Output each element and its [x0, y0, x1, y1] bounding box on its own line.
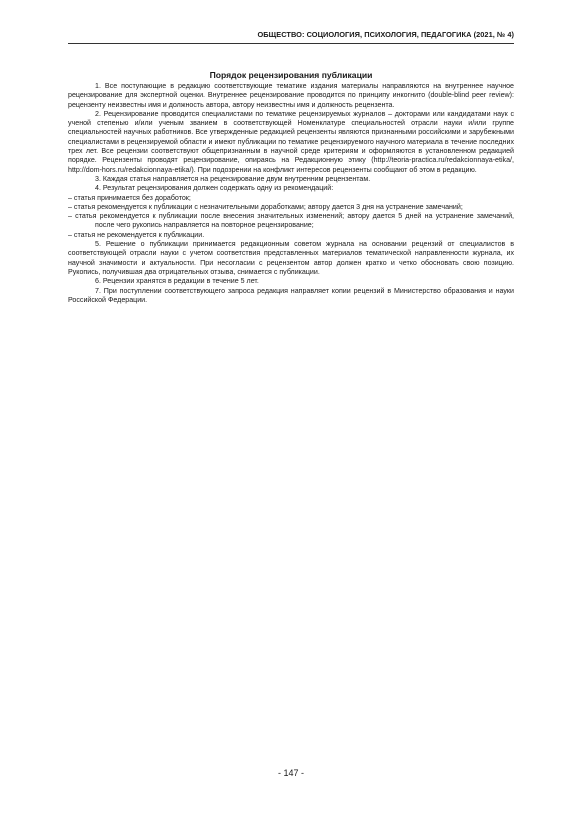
recommendation-item-4: – статья не рекомендуется к публикации.: [68, 230, 205, 239]
recommendation-item-1: – статья принимается без доработок;: [68, 193, 191, 202]
paragraph-7: 7. При поступлении соответствующего запроса редакция направляет копии рецензий в Министерство образования и науки Российской Федерации.: [68, 286, 514, 304]
recommendation-item-3: – статья рекомендуется к публикации после внесения значительных изменений; автору дается 5 дней на устранение замечаний, после чего рукопись направляется на повторное рецензирование;: [68, 212, 514, 230]
page-number: - 147 -: [277, 768, 304, 778]
paragraph-3: 3. Каждая статья направляется на рецензирование двум внутренним рецензентам.: [95, 174, 371, 183]
paragraph-2: 2. Рецензирование проводится специалистами по тематике рецензируемых журналов – докторами или кандидатами наук с ученой степенью и/или ученым званием в соответствующей Номенклатуре специальностей отрасли науки и/или группе специальностей научных работников. Все утвержденные редакцией рецензенты являются признанными российскими и зарубежными специалистами в рецензируемой области и имеют публикации по тематике рецензируемого научного материала в течение последних трех лет. Все рецензии соответствуют общепризнанным в научной среде критериям и оформляются в установленном редакцией порядке. Рецензенты проводят рецензирование, опираясь на Редакционную этику (http://teoria-practica.ru/redakcionnaya-etika/, http://dom-hors.ru/redakcionnaya-etika/). При подозрении на конфликт интересов рецензенты сообщают об этом в редакцию.: [68, 109, 514, 174]
paragraph-6: 6. Рецензии хранятся в редакции в течение 5 лет.: [95, 277, 259, 286]
recommendation-item-2: – статья рекомендуется к публикации с незначительными доработками; автору дается 3 дня на устранение замечаний;: [68, 202, 463, 211]
running-header: ОБЩЕСТВО: СОЦИОЛОГИЯ, ПСИХОЛОГИЯ, ПЕДАГОГИКА (2021, № 4): [257, 30, 514, 39]
body-text: [68, 82, 514, 305]
paragraph-4: 4. Результат рецензирования должен содержать одну из рекомендаций:: [95, 184, 334, 193]
section-title: Порядок рецензирования публикации: [209, 70, 373, 80]
header-divider: [68, 43, 514, 44]
paragraph-1: 1. Все поступающие в редакцию соответствующие тематике издания материалы направляются на внутреннее научное рецензирование для экспертной оценки. Внутреннее рецензирование проводится по принципу инкогнито (double-blind peer review): рецензенту неизвестны имя и должность автора, автору неизвестны имя и должность рецензента.: [68, 82, 514, 109]
paragraph-5: 5. Решение о публикации принимается редакционным советом журнала на основании рецензий от специалистов в соответствующей отрасли науки с учетом соответствия представленных материалов тематической направленности журнала, их научной значимости и актуальности. При несогласии с рецензентом автор должен кратко и четко обосновать свою позицию. Рукопись, получившая два отрицательных отзыва, снимается с публикации.: [68, 240, 514, 276]
